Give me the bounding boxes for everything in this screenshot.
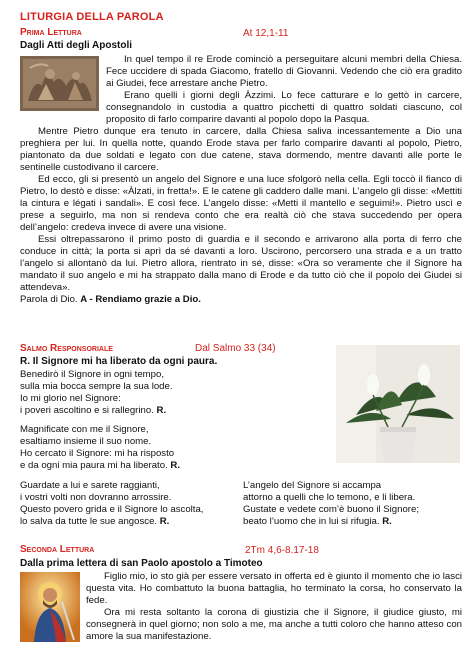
psalm-stanza-3-line-4 [20,516,245,528]
closing-response: A - Rendiamo grazie a Dio. [80,294,201,305]
page-title: LITURGIA DELLA PAROLA [20,11,164,23]
closing-word-of-god: Parola di Dio. [20,294,78,305]
psalm-response-mark: R. [156,405,167,416]
first-reading-source: Dagli Atti degli Apostoli [20,40,133,51]
first-reading-section-title: Prima Lettura [20,27,82,38]
psalm-stanza-1-line-1: Benedirò il Signore in ogni tempo, [20,369,164,380]
first-reading-intro [106,54,462,90]
psalm-stanza-2 [20,424,320,472]
psalm-stanza-3-line-1: Guardate a lui e sarete raggianti, [20,480,160,491]
psalm-stanza-4-line-3: Gustate e vedete com’è buono il Signore; [243,504,419,515]
psalm-refrain: R. Il Signore mi ha liberato da ogni paura. [20,356,218,367]
first-reading-reference: At 12,1-11 [243,28,289,39]
psalm-stanza-3 [20,480,245,528]
psalm-stanza-2-line-3: Ho cercato il Signore: mi ha risposto [20,448,175,459]
peace-lily-illustration [336,345,460,463]
second-reading-body [20,571,462,643]
psalm-stanza-1-line-4-text: i poveri ascoltino e si rallegrino. [20,405,154,416]
first-reading-paragraph-5: Essi oltrepassarono il primo posto di guardia e il secondo e arrivarono alla porta di ferro che conduce in città; la porta si aprì da sé davanti a loro. Uscirono, percorsero una strada e a un tratto l’angelo si allontanò da lui. Pietro allora, rientrato in sé, disse: «Ora so veramente che il Signore ha mandato il suo angelo e mi ha strappato dalla mano di Erode e da tutto ciò che il popolo dei Giudei si attendeva». [20,234,462,293]
psalm-response-mark: R. [382,516,392,527]
psalm-section-title: Salmo Responsoriale [20,343,113,354]
psalm-stanza-4-line-4 [243,516,468,528]
psalm-reference: Dal Salmo 33 (34) [195,343,276,354]
psalm-stanza-4-line-2: attorno a quelli che lo temono, e li libera. [243,492,416,503]
second-reading-reference: 2Tm 4,6-8.17-18 [245,545,319,556]
first-reading-closing [20,294,462,306]
second-reading-paragraph-1: Figlio mio, io sto già per essere versato in offerta ed è giunto il momento che io lasci questa vita. Ho combattuto la buona battaglia, ho terminato la corsa, ho conservato la fede. [86,571,462,606]
psalm-stanza-4-line-4-text: beato l’uomo che in lui si rifugia. [243,516,380,527]
psalm-stanza-1-line-4 [20,405,320,417]
first-reading-body [20,90,462,306]
psalm-stanza-2-line-2: esaltiamo insieme il suo nome. [20,436,152,447]
second-reading-section-title: Seconda Lettura [20,544,95,555]
psalm-stanza-1-line-2: sulla mia bocca sempre la sua lode. [20,381,173,392]
first-reading-paragraph-4: Ed ecco, gli si presentò un angelo del Signore e una luce sfolgorò nella cella. Egli toccò il fianco di Pietro, lo destò e disse: «Àlzati, in fretta!». E le catene gli caddero dalle mani. L’angelo gli disse: «Mettiti la cintura e légati i sandali». E così fece. L’angelo disse: «Metti il mantello e seguimi!». Pietro uscì e prese a seguirlo, ma non si rendeva conto che era realtà ciò che stava succedendo per opera dell’angelo: credeva invece di avere una visione. [20,174,462,233]
psalm-stanza-3-line-2: i vostri volti non dovranno arrossire. [20,492,172,503]
psalm-stanza-4-line-1: L’angelo del Signore si accampa [243,480,382,491]
peace-lily-photo [336,345,460,463]
psalm-stanza-2-line-4 [20,460,320,472]
psalm-response-mark: R. [159,516,170,527]
second-reading-paragraph-2: Ora mi resta soltanto la corona di giustizia che il Signore, il giudice giusto, mi consegnerà in quel giorno; non solo a me, ma anche a tutti coloro che hanno atteso con amore la sua manifestazione. [86,607,462,642]
second-reading-source: Dalla prima lettera di san Paolo apostolo a Timoteo [20,558,263,569]
psalm-stanza-4 [243,480,468,528]
psalm-stanza-1-line-3: Io mi glorio nel Signore: [20,393,121,404]
first-reading-paragraph-3: Mentre Pietro dunque era tenuto in carcere, dalla Chiesa saliva incessantemente a Dio una preghiera per lui. In quella notte, quando Erode stava per farlo comparire davanti al popolo, Pietro, piantonato da due soldati e legato con due catene, stava dormendo, mentre davanti alle porte le sentinelle custodivano il carcere. [20,126,462,173]
psalm-stanza-2-line-4-text: e da ogni mia paura mi ha liberato. [20,460,168,471]
psalm-stanza-3-line-3: Questo povero grida e il Signore lo ascolta, [20,504,204,515]
psalm-response-mark: R. [170,460,180,471]
psalm-stanza-2-line-1: Magnificate con me il Signore, [20,424,149,435]
psalm-stanza-3-line-4-text: lo salva da tutte le sue angosce. [20,516,158,527]
first-reading-paragraph-1: In quel tempo il re Erode cominciò a perseguitare alcuni membri della Chiesa. Fece uccidere di spada Giacomo, fratello di Giovanni. Vedendo che ciò era gradito ai Giudei, fece arrestare anche Pietro. [106,54,462,89]
first-reading-paragraph-2: Erano quelli i giorni degli Àzzimi. Lo fece catturare e lo gettò in carcere, consegnandolo in custodia a quattro picchetti di quattro soldati ciascuno, col proposito di farlo comparire davanti al popolo dopo la Pasqua. [106,90,462,125]
psalm-stanza-1 [20,369,320,417]
